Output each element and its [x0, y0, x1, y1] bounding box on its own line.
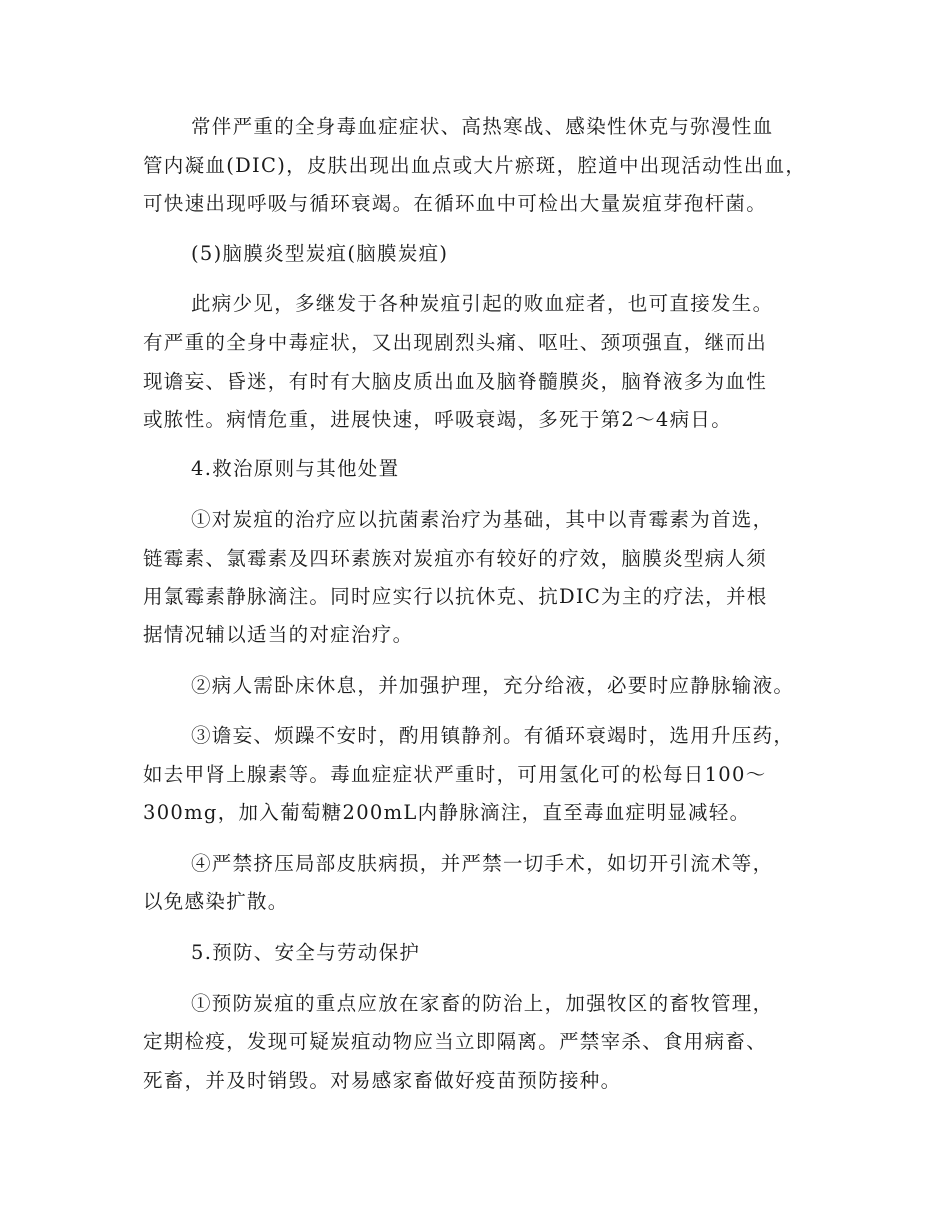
text-line: 此病少见，多继发于各种炭疽引起的败血症者，也可直接发生。 — [191, 292, 774, 315]
text-line: ②病人需卧床休息，并加强护理，充分给液，必要时应静脉输液。 — [191, 674, 795, 697]
text-line: 用氯霉素静脉滴注。同时应实行以抗休克、抗DIC为主的疗法，并根 — [143, 585, 768, 608]
section-heading-prevention: 5.预防、安全与劳动保护 — [191, 941, 421, 964]
text-line: 据情况辅以适当的对症治疗。 — [143, 623, 414, 646]
text-line: 300mg，加入葡萄糖200mL内静脉滴注，直至毒血症明显减轻。 — [143, 801, 751, 824]
subheading-meningitis: (5)脑膜炎型炭疽(脑膜炭疽) — [191, 242, 449, 265]
text-line: ①对炭疽的治疗应以抗菌素治疗为基础，其中以青霉素为首选， — [191, 508, 774, 531]
text-line: 以免感染扩散。 — [143, 890, 289, 913]
text-line: ④严禁挤压局部皮肤病损，并严禁一切手术，如切开引流术等， — [191, 852, 774, 875]
text-line: 定期检疫，发现可疑炭疽动物应当立即隔离。严禁宰杀、食用病畜、 — [143, 1030, 768, 1053]
text-line: 死畜，并及时销毁。对易感家畜做好疫苗预防接种。 — [143, 1069, 622, 1092]
text-line: 管内凝血(DIC)，皮肤出现出血点或大片瘀斑，腔道中出现活动性出血， — [143, 154, 807, 177]
text-line: 链霉素、氯霉素及四环素族对炭疽亦有较好的疗效，脑膜炎型病人须 — [143, 547, 768, 570]
text-line: 有严重的全身中毒症状，又出现剧烈头痛、呕吐、颈项强直，继而出 — [143, 331, 768, 354]
text-line: 常伴严重的全身毒血症症状、高热寒战、感染性休克与弥漫性血 — [191, 115, 774, 138]
text-line: 可快速出现呼吸与循环衰竭。在循环血中可检出大量炭疽芽孢杆菌。 — [143, 192, 768, 215]
text-line: 如去甲肾上腺素等。毒血症症状严重时，可用氢化可的松每日100～ — [143, 763, 767, 786]
section-heading-treatment: 4.救治原则与其他处置 — [191, 457, 400, 480]
text-line: ①预防炭疽的重点应放在家畜的防治上，加强牧区的畜牧管理， — [191, 992, 774, 1015]
text-line: 现谵妄、昏迷，有时有大脑皮质出血及脑脊髓膜炎，脑脊液多为血性 — [143, 370, 768, 393]
text-line: 或脓性。病情危重，进展快速，呼吸衰竭，多死于第2～4病日。 — [143, 408, 733, 431]
text-line: ③谵妄、烦躁不安时，酌用镇静剂。有循环衰竭时，选用升压药， — [191, 724, 795, 747]
